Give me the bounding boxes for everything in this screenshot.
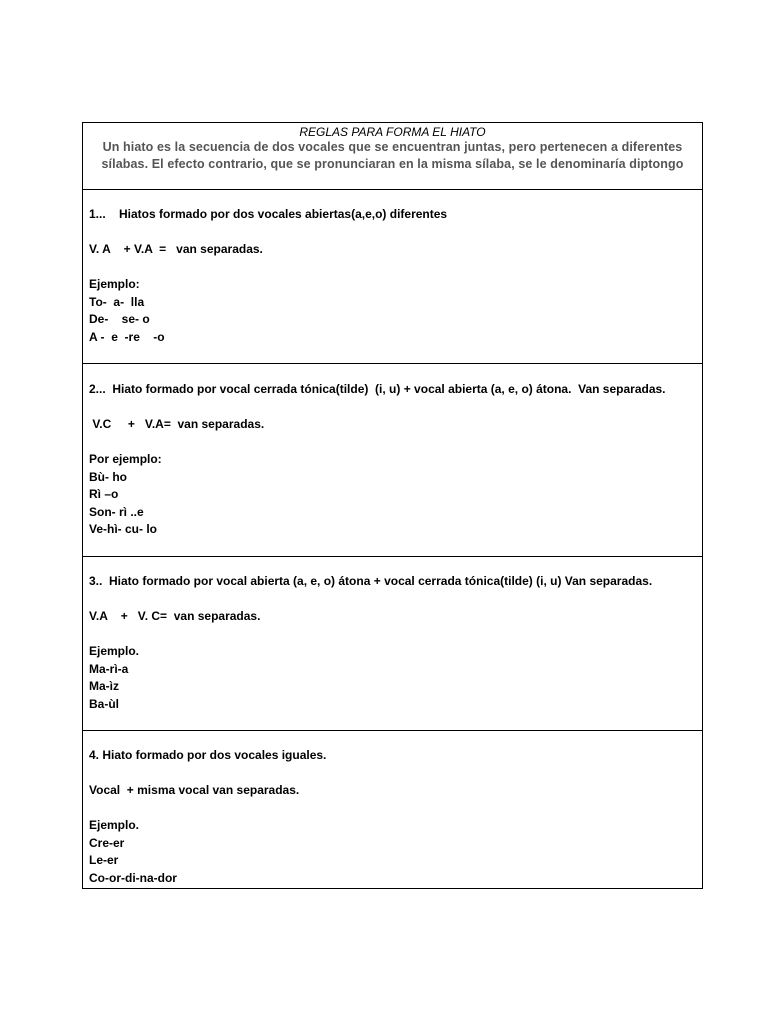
- document-title: REGLAS PARA FORMA EL HIATO: [299, 125, 486, 139]
- example-item: Ba-ùl: [89, 696, 119, 711]
- example-item: Le-er: [89, 853, 119, 867]
- example-item: Cre-er: [89, 835, 125, 850]
- rule-heading: 2... Hiato formado por vocal cerrada tónica(tilde) (i, u) + vocal abierta (a, e, o) átona. Van separadas.: [89, 382, 666, 396]
- example-item: Rì –o: [89, 487, 119, 501]
- rule-heading: 3.. Hiato formado por vocal abierta (a, e, o) átona + vocal cerrada tónica(tilde) (i, u) Van separadas.: [89, 574, 653, 588]
- example-item: Ma-ìz: [89, 679, 119, 693]
- intro-line-2: sílabas. El efecto contrario, que se pronunciaran en la misma sílaba, se le denominaría diptongo: [101, 157, 684, 171]
- rule-formula: Vocal + misma vocal van separadas.: [89, 783, 300, 797]
- intro-line-1: Un hiato es la secuencia de dos vocales que se encuentran juntas, pero pertenecen a diferentes: [102, 140, 683, 154]
- rule-heading: 4. Hiato formado por dos vocales iguales.: [89, 748, 327, 762]
- example-item: Son- rì ..e: [89, 504, 144, 519]
- rule-cell-3: [83, 557, 702, 731]
- rule-heading: 1... Hiatos formado por dos vocales abiertas(a,e,o) diferentes: [89, 207, 448, 221]
- example-item: De- se- o: [89, 312, 150, 326]
- example-label: Ejemplo:: [89, 277, 140, 291]
- example-item: Ve-hì- cu- lo: [89, 522, 158, 536]
- example-label: Por ejemplo:: [89, 452, 162, 466]
- example-item: To- a- lla: [89, 294, 145, 309]
- rule-cell-2: [83, 364, 702, 557]
- rule-formula: V.C + V.A= van separadas.: [89, 417, 265, 431]
- rules-table: [82, 122, 703, 889]
- header-cell: [83, 123, 702, 190]
- rule-formula: V. A + V.A = van separadas.: [89, 242, 263, 256]
- example-item: Bù- ho: [89, 469, 127, 484]
- example-item: A - e -re -o: [89, 329, 165, 344]
- example-item: Co-or-di-na-dor: [89, 870, 177, 885]
- rule-formula: V.A + V. C= van separadas.: [89, 609, 261, 623]
- rule-cell-1: [83, 190, 702, 364]
- example-label: Ejemplo.: [89, 644, 140, 658]
- rule-cell-4: [83, 731, 702, 888]
- example-item: Ma-rì-a: [89, 661, 129, 676]
- example-label: Ejemplo.: [89, 818, 140, 832]
